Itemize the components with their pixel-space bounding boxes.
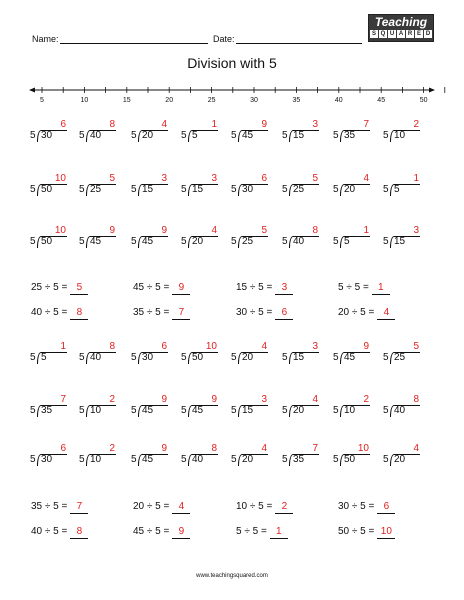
equation-answer: 2 — [275, 501, 293, 514]
divisor: 5 — [383, 352, 389, 363]
quotient-answer: 1 — [413, 173, 419, 184]
divisor: 5 — [79, 236, 85, 247]
divisor: 5 — [282, 405, 288, 416]
long-division-problem — [131, 341, 171, 365]
quotient-answer: 4 — [261, 443, 267, 454]
long-division-problem — [383, 173, 423, 197]
quotient-answer: 1 — [211, 119, 217, 130]
division-equation — [31, 282, 88, 296]
dividend: 5 — [192, 130, 198, 141]
dividend: 10 — [394, 130, 406, 141]
quotient-answer: 8 — [109, 119, 115, 130]
quotient-answer: 8 — [109, 341, 115, 352]
quotient-answer: 10 — [205, 341, 217, 352]
quotient-answer: 9 — [161, 443, 167, 454]
divisor: 5 — [181, 454, 187, 465]
quotient-answer: 4 — [261, 341, 267, 352]
division-equation — [31, 501, 88, 515]
dividend: 45 — [142, 405, 154, 416]
quotient-answer: 1 — [363, 225, 369, 236]
quotient-answer: 9 — [109, 225, 115, 236]
division-equation — [31, 526, 88, 540]
quotient-answer: 3 — [413, 225, 419, 236]
dividend: 10 — [90, 405, 102, 416]
dividend: 45 — [344, 352, 356, 363]
long-division-problem — [383, 443, 423, 467]
dividend: 45 — [90, 236, 102, 247]
long-division-problem — [181, 341, 221, 365]
dividend: 20 — [344, 184, 356, 195]
quotient-answer: 7 — [312, 443, 318, 454]
long-division-problem — [333, 225, 373, 249]
quotient-answer: 6 — [60, 443, 66, 454]
divisor: 5 — [333, 405, 339, 416]
divisor: 5 — [79, 405, 85, 416]
name-label: Name: — [32, 34, 59, 44]
divisor: 5 — [231, 454, 237, 465]
dividend: 15 — [242, 405, 254, 416]
quotient-answer: 3 — [261, 394, 267, 405]
dividend: 5 — [41, 352, 47, 363]
logo-letter: E — [416, 31, 421, 37]
date-field[interactable] — [236, 43, 362, 44]
dividend: 25 — [394, 352, 406, 363]
division-equation — [133, 501, 190, 515]
number-line-tick-label: 35 — [292, 97, 301, 104]
quotient-answer: 5 — [261, 225, 267, 236]
equation-answer: 1 — [270, 526, 288, 539]
dividend: 15 — [394, 236, 406, 247]
divisor: 5 — [181, 184, 187, 195]
divisor: 5 — [231, 405, 237, 416]
quotient-answer: 6 — [60, 119, 66, 130]
dividend: 35 — [41, 405, 53, 416]
dividend: 50 — [41, 236, 53, 247]
dividend: 35 — [344, 130, 356, 141]
quotient-answer: 9 — [211, 394, 217, 405]
division-equation — [236, 307, 293, 321]
number-line-tick-label: 25 — [207, 97, 216, 104]
equation-text: 30 ÷ 5 = — [338, 501, 375, 512]
long-division-problem — [131, 443, 171, 467]
equation-text: 35 ÷ 5 = — [133, 307, 170, 318]
dividend: 20 — [242, 352, 254, 363]
divisor: 5 — [131, 405, 137, 416]
long-division-problem — [181, 173, 221, 197]
equation-text: 45 ÷ 5 = — [133, 282, 170, 293]
arrow-right-icon — [429, 88, 435, 93]
dividend: 5 — [344, 236, 350, 247]
long-division-problem — [79, 443, 119, 467]
quotient-answer: 9 — [161, 394, 167, 405]
division-equation — [236, 501, 293, 515]
long-division-problem — [231, 225, 271, 249]
dividend: 30 — [142, 352, 154, 363]
long-division-problem — [131, 394, 171, 418]
dividend: 20 — [242, 454, 254, 465]
divisor: 5 — [30, 184, 36, 195]
quotient-answer: 10 — [54, 173, 66, 184]
dividend: 40 — [394, 405, 406, 416]
number-line-tick-label: 15 — [122, 97, 131, 104]
logo-letter: R — [407, 31, 413, 37]
divisor: 5 — [333, 130, 339, 141]
quotient-answer: 4 — [363, 173, 369, 184]
dividend: 5 — [394, 184, 400, 195]
equation-answer: 6 — [275, 307, 293, 320]
number-line-tick-label: 45 — [377, 97, 386, 104]
divisor: 5 — [282, 236, 288, 247]
long-division-problem — [333, 394, 373, 418]
division-equation — [133, 307, 190, 321]
dividend: 35 — [293, 454, 305, 465]
logo-letter: D — [425, 31, 431, 37]
dividend: 30 — [41, 130, 53, 141]
dividend: 45 — [142, 236, 154, 247]
long-division-problem — [282, 225, 322, 249]
divisor: 5 — [131, 236, 137, 247]
quotient-answer: 3 — [211, 173, 217, 184]
long-division-problem — [231, 119, 271, 143]
divisor: 5 — [30, 405, 36, 416]
dividend: 50 — [41, 184, 53, 195]
long-division-problem — [79, 394, 119, 418]
divisor: 5 — [333, 352, 339, 363]
long-division-problem — [131, 119, 171, 143]
equation-answer: 9 — [172, 526, 190, 539]
equation-answer: 7 — [70, 501, 88, 514]
equation-text: 45 ÷ 5 = — [133, 526, 170, 537]
long-division-problem — [30, 119, 70, 143]
divisor: 5 — [181, 236, 187, 247]
long-division-problem — [181, 119, 221, 143]
dividend: 20 — [293, 405, 305, 416]
long-division-problem — [383, 341, 423, 365]
divisor: 5 — [282, 184, 288, 195]
logo-letter: A — [398, 31, 404, 37]
divisor: 5 — [181, 405, 187, 416]
logo-letter: U — [389, 31, 395, 37]
number-line-tick-label: 30 — [250, 97, 258, 104]
long-division-problem — [333, 341, 373, 365]
dividend: 30 — [242, 184, 254, 195]
dividend: 30 — [41, 454, 53, 465]
quotient-answer: 4 — [312, 394, 318, 405]
divisor: 5 — [131, 454, 137, 465]
dividend: 45 — [192, 405, 204, 416]
divisor: 5 — [231, 352, 237, 363]
quotient-answer: 2 — [109, 443, 115, 454]
long-division-problem — [79, 119, 119, 143]
arrow-left-icon — [29, 88, 35, 93]
divisor: 5 — [231, 184, 237, 195]
dividend: 15 — [192, 184, 204, 195]
equation-text: 40 ÷ 5 = — [31, 526, 68, 537]
divisor: 5 — [383, 184, 389, 195]
footer-url: www.teachingsquared.com — [196, 573, 268, 579]
divisor: 5 — [383, 236, 389, 247]
logo-letter: S — [371, 31, 376, 37]
division-equation — [338, 307, 395, 321]
divisor: 5 — [383, 405, 389, 416]
long-division-problem — [333, 443, 373, 467]
number-line-tick-label: 20 — [165, 97, 174, 104]
long-division-problem — [181, 394, 221, 418]
equation-answer: 5 — [70, 282, 88, 295]
equation-answer: 4 — [172, 501, 190, 514]
long-division-problem — [383, 119, 423, 143]
long-division-problem — [231, 341, 271, 365]
dividend: 40 — [90, 130, 102, 141]
long-division-problem — [131, 173, 171, 197]
quotient-answer: 10 — [357, 443, 369, 454]
equation-text: 5 ÷ 5 = — [338, 282, 369, 293]
equation-text: 20 ÷ 5 = — [133, 501, 170, 512]
long-division-problem — [79, 173, 119, 197]
quotient-answer: 4 — [211, 225, 217, 236]
divisor: 5 — [181, 130, 187, 141]
dividend: 15 — [293, 352, 305, 363]
quotient-answer: 7 — [363, 119, 369, 130]
equation-text: 35 ÷ 5 = — [31, 501, 68, 512]
number-line — [0, 86, 464, 108]
long-division-problem — [333, 173, 373, 197]
dividend: 25 — [90, 184, 102, 195]
long-division-problem — [282, 443, 322, 467]
equation-answer: 4 — [377, 307, 395, 320]
equation-answer: 7 — [172, 307, 190, 320]
equation-text: 5 ÷ 5 = — [236, 526, 267, 537]
quotient-answer: 10 — [54, 225, 66, 236]
teaching-squared-logo — [368, 14, 434, 42]
quotient-answer: 3 — [161, 173, 167, 184]
long-division-problem — [383, 225, 423, 249]
equation-text: 20 ÷ 5 = — [338, 307, 375, 318]
equation-answer: 1 — [372, 282, 390, 295]
equation-answer: 8 — [70, 526, 88, 539]
divisor: 5 — [131, 352, 137, 363]
dividend: 20 — [192, 236, 204, 247]
long-division-problem — [383, 394, 423, 418]
logo-top-text: Teaching — [374, 15, 428, 29]
long-division-problem — [181, 225, 221, 249]
division-equation — [31, 307, 88, 321]
dividend: 50 — [192, 352, 204, 363]
long-division-problem — [282, 119, 322, 143]
quotient-answer: 8 — [211, 443, 217, 454]
long-division-problem — [30, 443, 70, 467]
dividend: 15 — [293, 130, 305, 141]
long-division-problem — [282, 341, 322, 365]
long-division-problem — [231, 394, 271, 418]
long-division-problem — [333, 119, 373, 143]
division-equation — [133, 526, 190, 540]
quotient-answer: 9 — [161, 225, 167, 236]
long-division-problem — [131, 225, 171, 249]
quotient-answer: 4 — [413, 443, 419, 454]
equation-answer: 6 — [377, 501, 395, 514]
equation-answer: 3 — [275, 282, 293, 295]
long-division-problem — [231, 173, 271, 197]
quotient-answer: 2 — [109, 394, 115, 405]
quotient-answer: 5 — [312, 173, 318, 184]
quotient-answer: 4 — [161, 119, 167, 130]
logo-letter: Q — [380, 31, 386, 37]
quotient-answer: 5 — [413, 341, 419, 352]
division-equation — [338, 526, 395, 540]
division-equation — [236, 282, 293, 296]
page-title: Division with 5 — [187, 55, 277, 71]
equation-text: 30 ÷ 5 = — [236, 307, 273, 318]
dividend: 10 — [344, 405, 356, 416]
long-division-problem — [79, 225, 119, 249]
equation-answer: 10 — [377, 526, 395, 539]
number-line-tick-label: 10 — [80, 97, 89, 104]
long-division-problem — [30, 341, 70, 365]
divisor: 5 — [383, 454, 389, 465]
number-line-tick-label: 40 — [334, 97, 343, 104]
quotient-answer: 3 — [312, 341, 318, 352]
divisor: 5 — [131, 130, 137, 141]
long-division-problem — [231, 443, 271, 467]
long-division-problem — [30, 173, 70, 197]
dividend: 40 — [90, 352, 102, 363]
long-division-problem — [181, 443, 221, 467]
divisor: 5 — [79, 130, 85, 141]
equation-text: 10 ÷ 5 = — [236, 501, 273, 512]
dividend: 15 — [142, 184, 154, 195]
quotient-answer: 6 — [261, 173, 267, 184]
quotient-answer: 5 — [109, 173, 115, 184]
dividend: 45 — [242, 130, 254, 141]
divisor: 5 — [282, 352, 288, 363]
divisor: 5 — [231, 130, 237, 141]
division-equation — [338, 282, 390, 296]
equation-text: 15 ÷ 5 = — [236, 282, 273, 293]
dividend: 10 — [90, 454, 102, 465]
quotient-answer: 6 — [161, 341, 167, 352]
long-division-problem — [79, 341, 119, 365]
divisor: 5 — [333, 236, 339, 247]
logo-bottom-letters — [369, 30, 433, 38]
divisor: 5 — [333, 184, 339, 195]
quotient-answer: 1 — [60, 341, 66, 352]
divisor: 5 — [333, 454, 339, 465]
dividend: 20 — [394, 454, 406, 465]
equation-answer: 9 — [172, 282, 190, 295]
divisor: 5 — [131, 184, 137, 195]
dividend: 50 — [344, 454, 356, 465]
division-equation — [236, 526, 288, 540]
divisor: 5 — [30, 236, 36, 247]
equation-text: 25 ÷ 5 = — [31, 282, 68, 293]
number-line-tick-label: 50 — [419, 97, 428, 104]
divisor: 5 — [30, 454, 36, 465]
quotient-answer: 2 — [413, 119, 419, 130]
equation-text: 50 ÷ 5 = — [338, 526, 375, 537]
quotient-answer: 9 — [261, 119, 267, 130]
divisor: 5 — [282, 454, 288, 465]
divisor: 5 — [383, 130, 389, 141]
dividend: 40 — [192, 454, 204, 465]
quotient-answer: 8 — [413, 394, 419, 405]
number-line-tick-label: 5 — [40, 97, 44, 104]
dividend: 20 — [142, 130, 154, 141]
long-division-problem — [30, 225, 70, 249]
divisor: 5 — [181, 352, 187, 363]
dividend: 25 — [293, 184, 305, 195]
quotient-answer: 9 — [363, 341, 369, 352]
dividend: 45 — [142, 454, 154, 465]
divisor: 5 — [79, 454, 85, 465]
quotient-answer: 8 — [312, 225, 318, 236]
dividend: 40 — [293, 236, 305, 247]
divisor: 5 — [79, 184, 85, 195]
date-label: Date: — [213, 34, 235, 44]
name-field[interactable] — [60, 43, 208, 44]
equation-answer: 8 — [70, 307, 88, 320]
long-division-problem — [282, 394, 322, 418]
divisor: 5 — [231, 236, 237, 247]
division-equation — [133, 282, 190, 296]
divisor: 5 — [79, 352, 85, 363]
quotient-answer: 7 — [60, 394, 66, 405]
long-division-problem — [30, 394, 70, 418]
dividend: 25 — [242, 236, 254, 247]
divisor: 5 — [30, 352, 36, 363]
quotient-answer: 3 — [312, 119, 318, 130]
long-division-problem — [282, 173, 322, 197]
divisor: 5 — [30, 130, 36, 141]
divisor: 5 — [282, 130, 288, 141]
division-equation — [338, 501, 395, 515]
equation-text: 40 ÷ 5 = — [31, 307, 68, 318]
quotient-answer: 2 — [363, 394, 369, 405]
